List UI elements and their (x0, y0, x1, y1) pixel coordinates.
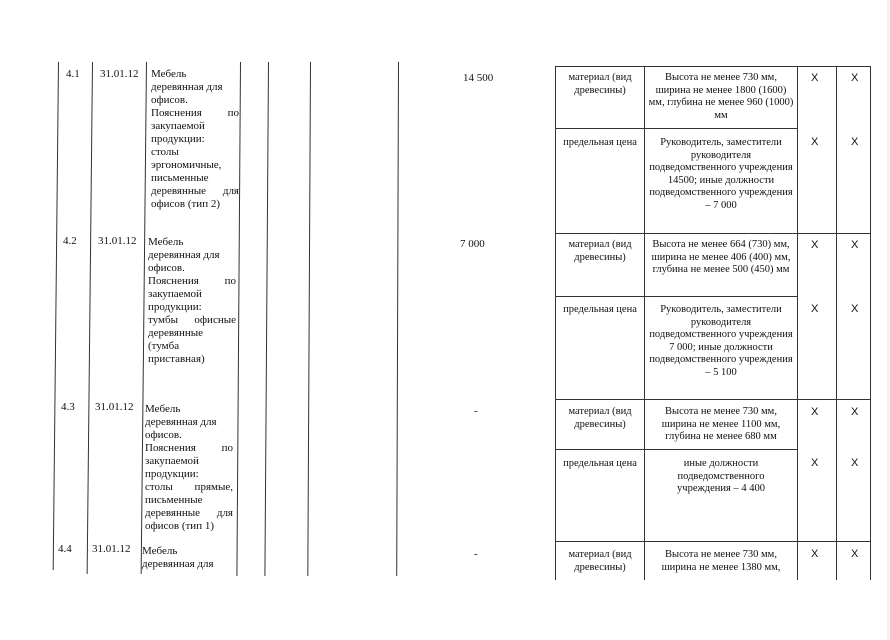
x-mark: X (811, 548, 819, 560)
characteristic-label: предельная цена (563, 304, 637, 315)
x-mark: X (851, 406, 859, 418)
left-table-border-col7 (396, 62, 399, 576)
row-price: - (474, 405, 478, 417)
left-table-border-index (87, 62, 93, 574)
row-price: 7 000 (460, 238, 485, 250)
characteristic-label: материал (вид древесины) (568, 72, 632, 96)
x-mark: X (851, 303, 859, 315)
x-mark: X (851, 136, 859, 148)
right-table-border-label (644, 66, 645, 580)
right-table-border-text (797, 66, 798, 580)
right-table-rule (555, 449, 798, 450)
characteristic-label: предельная цена (563, 137, 637, 148)
row-price: 14 500 (463, 72, 494, 84)
x-mark: X (851, 72, 859, 84)
row-code: 31.01.12 (100, 68, 139, 80)
characteristic-value: Высота не менее 730 мм, ширина не менее 1800 (1600) мм, глубина не менее 960 (1000) мм (648, 72, 794, 121)
x-mark: X (851, 548, 859, 560)
characteristic-value: Руководитель, заместители руководителя подведомственного учреждения 14500; иные должности подведомственного учреждения – 7 000 (649, 137, 793, 211)
x-mark: X (851, 457, 859, 469)
row-description: Мебель деревянная для офисов. Пояснения по закупаемой продукции: тумбы офисные деревянные (тумба приставная) (148, 236, 236, 365)
right-table-rule (555, 296, 798, 297)
characteristic-value: Высота не менее 730 мм, ширина не менее 1100 мм, глубина не менее 680 мм (661, 406, 781, 442)
left-table-border-col5 (264, 62, 269, 576)
characteristic-label: материал (вид древесины) (568, 239, 632, 263)
row-index: 4.2 (63, 235, 77, 247)
characteristic-value: иные должности подведомственного учреждения – 4 400 (677, 458, 765, 494)
x-mark: X (811, 303, 819, 315)
x-mark: X (811, 457, 819, 469)
x-mark: X (811, 239, 819, 251)
row-index: 4.3 (61, 401, 75, 413)
right-table-border-right (870, 66, 871, 580)
right-table-border-left (555, 66, 556, 580)
right-table-rule (555, 233, 870, 234)
row-index: 4.1 (66, 68, 80, 80)
right-table-rule (555, 66, 870, 67)
characteristic-label: материал (вид древесины) (568, 549, 632, 573)
characteristic-value: Высота не менее 664 (730) мм, ширина не менее 406 (400) мм, глубина не менее 500 (450) мм (651, 239, 791, 275)
right-table-rule (555, 128, 798, 129)
x-mark: X (811, 136, 819, 148)
x-mark: X (851, 239, 859, 251)
row-description: Мебель деревянная для (142, 545, 214, 570)
right-table-rule (555, 541, 870, 542)
characteristic-value: Высота не менее 730 мм, ширина не менее 1380 мм, (661, 549, 781, 573)
row-code: 31.01.12 (98, 235, 137, 247)
row-price: - (474, 548, 478, 560)
characteristic-value: Руководитель, заместители руководителя подведомственного учреждения 7 000; иные должности подведомственного учреждения – 5 100 (649, 304, 793, 378)
left-table-border-outer (53, 62, 59, 570)
x-mark: X (811, 72, 819, 84)
row-code: 31.01.12 (95, 401, 134, 413)
left-table-border-col6 (307, 62, 311, 576)
characteristic-label: материал (вид древесины) (568, 406, 632, 430)
characteristic-label: предельная цена (563, 458, 637, 469)
right-table-border-x1 (836, 66, 837, 580)
row-code: 31.01.12 (92, 543, 131, 555)
row-description: Мебель деревянная для офисов. Пояснения по закупаемой продукции: столы прямые, письменные деревянные для офисов (тип 1) (145, 403, 233, 532)
right-table-rule (555, 399, 870, 400)
x-mark: X (811, 406, 819, 418)
row-index: 4.4 (58, 543, 72, 555)
row-description: Мебель деревянная для офисов. Пояснения по закупаемой продукции: столы эргономичные, письменные деревянные для офисов (тип 2) (151, 68, 239, 210)
